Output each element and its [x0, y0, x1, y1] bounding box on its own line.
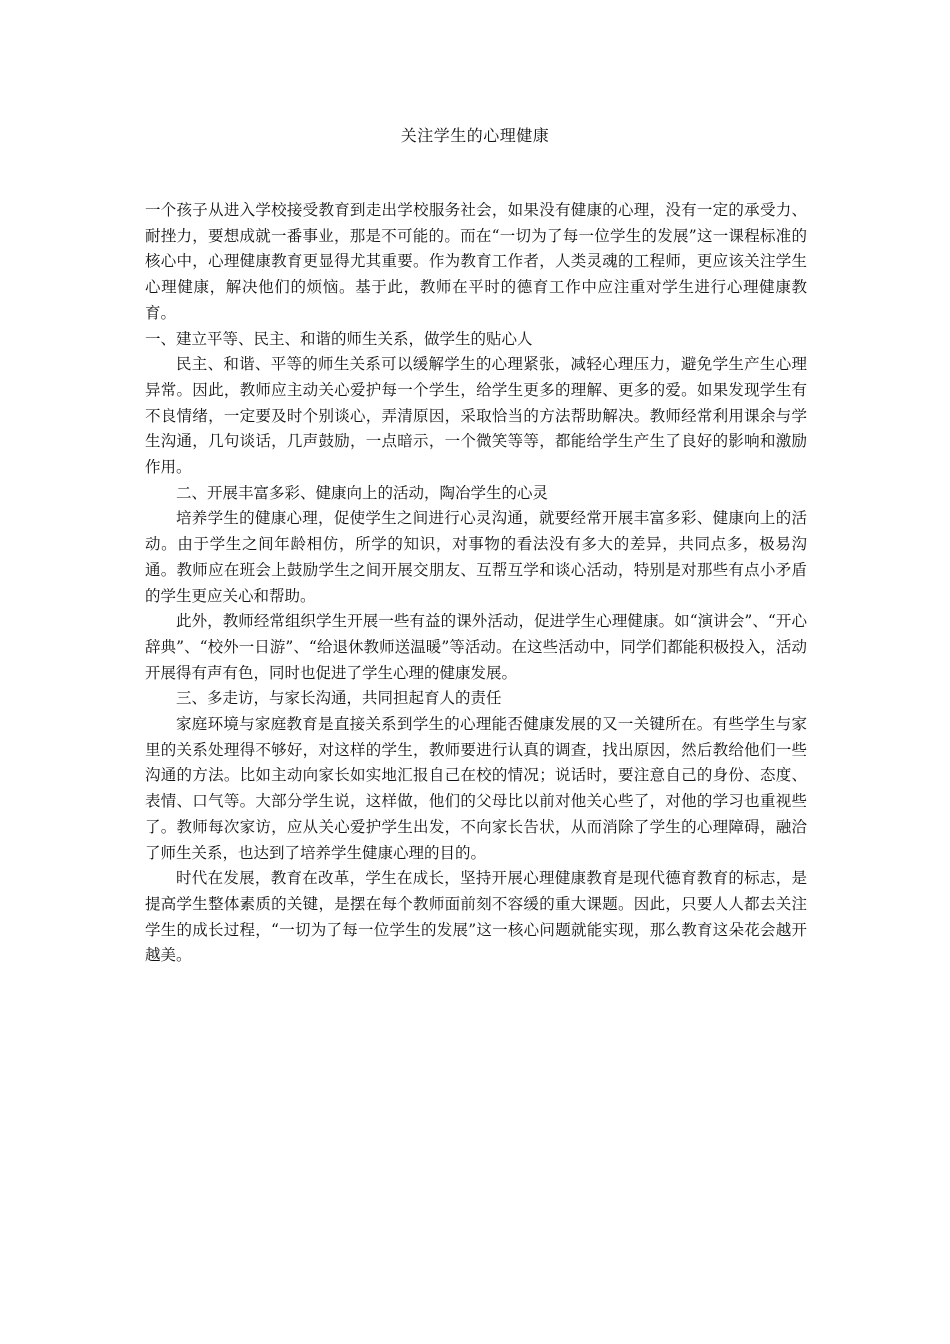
section-heading-3: 三、多走访，与家长沟通，共同担起育人的责任 [176, 689, 502, 708]
intro-paragraph: 一个孩子从进入学校接受教育到走出学校服务社会，如果没有健康的心理，没有一定的承受力、耐挫力，要想成就一番事业，那是不可能的。而在“一切为了每一位学生的发展”这一课程标准的核心中，心理健康教育更显得尤其重要。作为教育工作者，人类灵魂的工程师，更应该关注学生心理健康，解决他们的烦恼。基于此，教师在平时的德育工作中应注重对学生进行心理健康教育。 [145, 201, 807, 322]
document-title: 关注学生的心理健康 [400, 126, 550, 145]
section-2-paragraph-2: 此外，教师经常组织学生开展一些有益的课外活动，促进学生心理健康。如“演讲会”、“开心辞典”、“校外一日游”、“给退休教师送温暖”等活动。在这些活动中，同学们都能积极投入，活动开展得有声有色，同时也促进了学生心理的健康发展。 [145, 612, 807, 682]
section-heading-1: 一、建立平等、民主、和谐的师生关系，做学生的贴心人 [145, 329, 533, 348]
conclusion-paragraph: 时代在发展，教育在改革，学生在成长，坚持开展心理健康教育是现代德育教育的标志，是提高学生整体素质的关键，是摆在每个教师面前刻不容缓的重大课题。因此，只要人人都去关注学生的成长过程，“一切为了每一位学生的发展”这一核心问题就能实现，那么教育这朵花会越开越美。 [145, 869, 807, 965]
section-heading-2: 二、开展丰富多彩、健康向上的活动，陶冶学生的心灵 [176, 483, 549, 502]
section-1-paragraph: 民主、和谐、平等的师生关系可以缓解学生的心理紧张，减轻心理压力，避免学生产生心理异常。因此，教师应主动关心爱护每一个学生，给学生更多的理解、更多的爱。如果发现学生有不良情绪，一定要及时个别谈心，弄清原因，采取恰当的方法帮助解决。教师经常利用课余与学生沟通，几句谈话，几声鼓励，一点暗示，一个微笑等等，都能给学生产生了良好的影响和激励作用。 [145, 355, 807, 477]
document-body [145, 198, 807, 969]
section-3-paragraph: 家庭环境与家庭教育是直接关系到学生的心理能否健康发展的又一关键所在。有些学生与家里的关系处理得不够好，对这样的学生，教师要进行认真的调查，找出原因，然后教给他们一些沟通的方法。比如主动向家长如实地汇报自己在校的情况；说话时，要注意自己的身份、态度、表情、口气等。大部分学生说，这样做，他们的父母比以前对他关心些了，对他的学习也重视些了。教师每次家访，应从关心爱护学生出发，不向家长告状，从而消除了学生的心理障碍，融洽了师生关系，也达到了培养学生健康心理的目的。 [145, 715, 807, 862]
section-2-paragraph-1: 培养学生的健康心理，促使学生之间进行心灵沟通，就要经常开展丰富多彩、健康向上的活动。由于学生之间年龄相仿，所学的知识，对事物的看法没有多大的差异，共同点多，极易沟通。教师应在班会上鼓励学生之间开展交朋友、互帮互学和谈心活动，特别是对那些有点小矛盾的学生更应关心和帮助。 [145, 509, 807, 605]
